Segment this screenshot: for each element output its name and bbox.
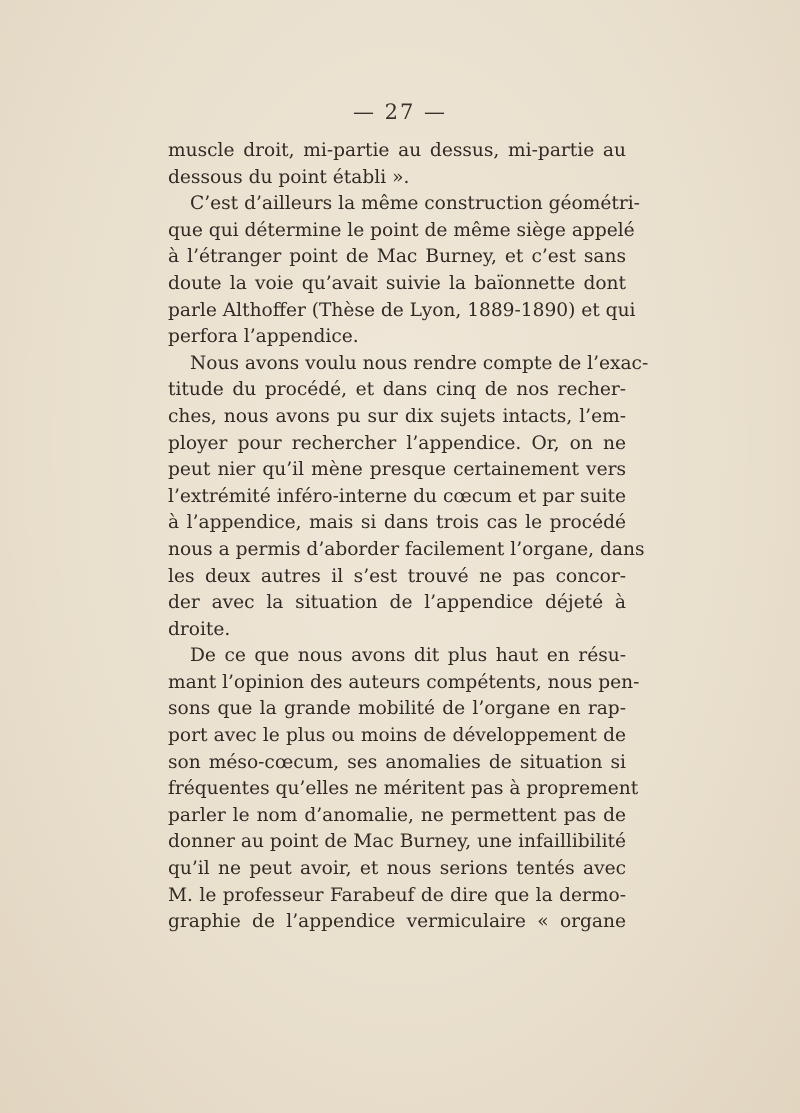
text-line: à l’étranger point de Mac Burney, et c’est sans (168, 246, 626, 268)
text-line: parle Althoffer (Thèse de Lyon, 1889-1890) et qui (168, 299, 636, 321)
text-line: perfora l’appendice. (168, 326, 359, 348)
text-line: que qui détermine le point de même siège appelé (168, 219, 635, 241)
text-line: sons que la grande mobilité de l’organe en rap- (168, 698, 626, 720)
text-line: muscle droit, mi-partie au dessus, mi-partie au (168, 140, 626, 161)
text-line: donner au point de Mac Burney, une infaillibilité (168, 831, 626, 853)
text-line: à l’appendice, mais si dans trois cas le procédé (168, 512, 626, 534)
text-line: l’extrémité inféro-interne du cœcum et par suite (168, 485, 626, 507)
text-line: mant l’opinion des auteurs compétents, nous pen- (168, 671, 640, 693)
text-line: les deux autres il s’est trouvé ne pas concor- (168, 565, 626, 587)
text-line: fréquentes qu’elles ne méritent pas à proprement (168, 778, 639, 800)
text-line: nous a permis d’aborder facilement l’organe, dans (168, 538, 645, 560)
body-text (168, 138, 649, 936)
text-line: doute la voie qu’avait suivie la baïonnette dont (168, 272, 626, 294)
text-line: graphie de l’appendice vermiculaire « organe (168, 911, 626, 933)
text-line: son méso-cœcum, ses anomalies de situation si (168, 751, 626, 773)
text-line: peut nier qu’il mène presque certainement vers (168, 459, 626, 481)
text-line: qu’il ne peut avoir, et nous serions tentés avec (168, 858, 626, 880)
text-line: ches, nous avons pu sur dix sujets intacts, l’em- (168, 405, 626, 427)
text-line: M. le professeur Farabeuf de dire que la dermo- (168, 884, 626, 906)
text-line: De ce que nous avons dit plus haut en résu- (190, 645, 626, 667)
text-line: dessous du point établi ». (168, 166, 410, 188)
page-number: — 27 — (352, 100, 448, 124)
text-line: C’est d’ailleurs la même construction géométri- (190, 193, 640, 215)
text-line: ployer pour rechercher l’appendice. Or, on ne (168, 432, 626, 454)
text-line: droite. (168, 618, 231, 640)
text-line: parler le nom d’anomalie, ne permettent pas de (168, 804, 626, 826)
text-line: port avec le plus ou moins de développement de (168, 725, 626, 747)
text-line: titude du procédé, et dans cinq de nos recher- (168, 379, 626, 401)
text-line: Nous avons voulu nous rendre compte de l’exac- (190, 352, 649, 374)
text-line: der avec la situation de l’appendice déjeté à (168, 592, 626, 614)
